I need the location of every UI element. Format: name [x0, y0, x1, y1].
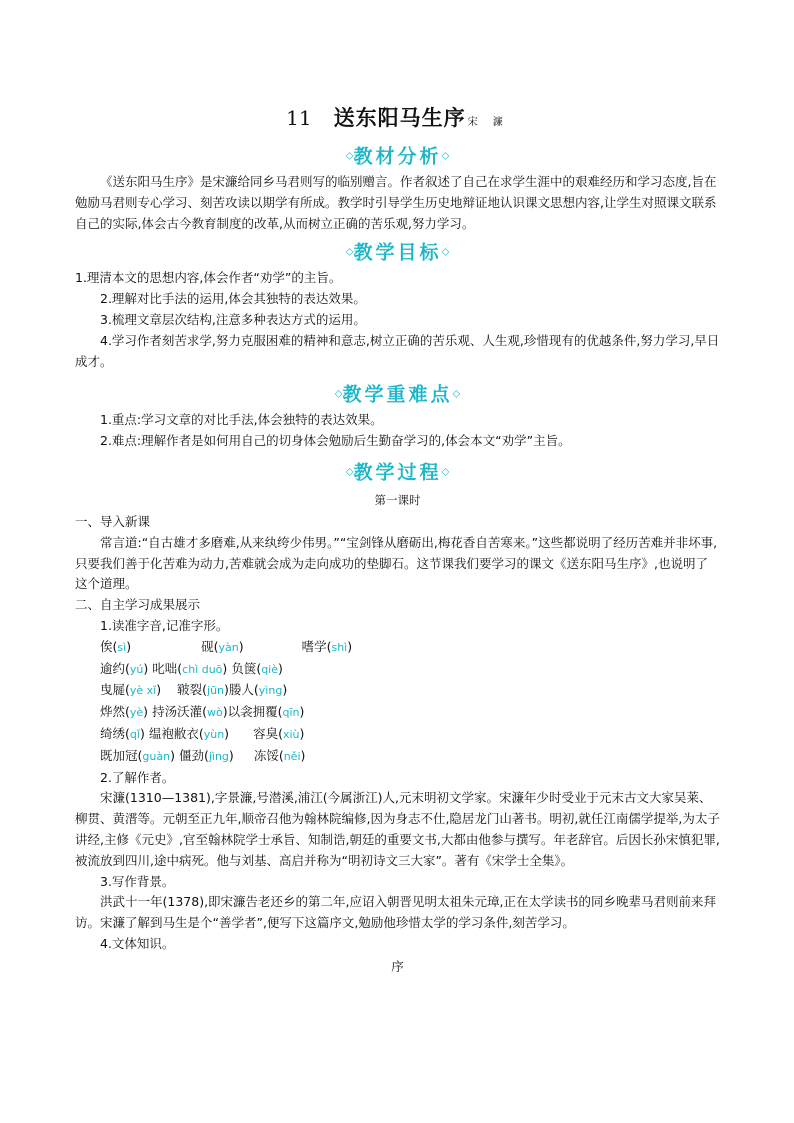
diamond-icon: ◇	[345, 246, 354, 258]
analysis-paragraph: 《送东阳马生序》是宋濂给同乡马君则写的临别赠言。作者叙述了自己在求学生涯中的艰难经历和学习态度,旨在勉励马君则专心学习、刻苦攻读以期学有所成。教学时引导学生历史地辩证地认识课文思想内容,让学生对照课文联系自己的实际,体会古今教育制度的改革,从而树立正确的苦乐观,努力学习。	[75, 174, 717, 231]
lesson-title-text: 送东阳马生序	[333, 105, 466, 130]
pron-row: 俟(sì) 砚(yàn) 嗜学(shì)	[100, 638, 353, 654]
lesson-period: 第一课时	[374, 492, 421, 507]
part1-paragraph: 常言道:“自古雄才多磨难,从来纨绔少伟男。”“宝剑锋从磨砺出,梅花香自苦寒来。”这些都说明了经历苦难并非坏事,只要我们善于化苦难为动力,苦难就会成为走向成功的垫脚石。这节课我们要学习的课文《送东阳马生序》,也说明了这个道理。	[75, 534, 718, 592]
author-paragraph: 宋濂(1310—1381),字景濂,号潜溪,浦江(今属浙江)人,元末明初文学家。宋濂年少时受业于元末古文大家吴莱、柳贯、黄溍等。元朝至正九年,顺帝召他为翰林院编修,因为身志不仕,隐居龙门山著书。明初,就任江南儒学提举,为太子讲经,主修《元史》,官至翰林院学士承旨、知制诰,朝廷的重要文书,大都由他参与撰写。年老辞官。后因长孙宋慎犯罪,被流放到四川,途中病死。他与刘基、高启并称为“明初诗文三大家”。著有《宋学士全集》。	[75, 790, 720, 868]
diamond-icon: ◇	[345, 466, 354, 478]
part2-item4: 4.文体知识。	[100, 935, 175, 951]
part2-item1: 1.读准字音,记准字形。	[100, 617, 229, 633]
section-heading-process: ◇教学过程◇	[345, 461, 450, 484]
section-heading-goals: ◇教学目标◇	[345, 241, 450, 264]
lesson-title	[75, 100, 720, 136]
diamond-icon: ◇	[334, 388, 343, 400]
lesson-number: 11	[286, 106, 312, 130]
goal-item: 1.理清本文的思想内容,体会作者“劝学”的主旨。	[75, 270, 342, 286]
document-page	[75, 100, 720, 978]
background-paragraph: 洪武十一年(1378),即宋濂告老还乡的第二年,应诏入朝晋见明太祖朱元璋,正在太学读书的同乡晚辈马君则前来拜访。宋濂了解到马生是个“善学者”,便写下这篇序文,勉励他珍惜太学的学习条件,刻苦学习。	[75, 894, 716, 931]
key-point-item: 1.重点:学习文章的对比手法,体会独特的表达效果。	[100, 412, 383, 428]
part2-item2: 2.了解作者。	[100, 769, 175, 785]
pron-row: 曳屣(yè xǐ) 皲裂(jūn)媵人(yìng)	[100, 682, 288, 698]
genre-heading: 序	[391, 958, 404, 974]
part1-heading: 一、导入新课	[75, 513, 151, 529]
lesson-author: 宋 濂	[467, 117, 509, 128]
pron-row: 逾约(yú) 叱咄(chì duō) 负箧(qiè)	[100, 660, 283, 676]
pron-row: 既加冠(guàn) 僵劲(jìng) 冻馁(něi)	[100, 747, 306, 763]
key-point-item: 2.难点:理解作者是如何用自己的切身体会勉励后生勤奋学习的,体会本文“劝学”主旨。	[100, 433, 571, 449]
diamond-icon: ◇	[441, 246, 450, 258]
part2-item3: 3.写作背景。	[100, 873, 175, 889]
part2-heading: 二、自主学习成果展示	[75, 597, 201, 613]
diamond-icon: ◇	[452, 388, 461, 400]
section-heading-analysis: ◇教材分析◇	[345, 145, 450, 168]
diamond-icon: ◇	[441, 466, 450, 478]
goal-item: 3.梳理文章层次结构,注意多种表达方式的运用。	[100, 311, 366, 327]
pron-row: 绮绣(qǐ) 缊袍敝衣(yùn) 容臭(xiù)	[100, 725, 305, 741]
goal-item: 4.学习作者刻苦求学,努力克服困难的精神和意志,树立正确的苦乐观、人生观,珍惜现有的优越条件,努力学习,早日成才。	[75, 332, 720, 369]
pron-row: 烨然(yè) 持汤沃灌(wò)以衾拥覆(qīn)	[100, 704, 305, 720]
diamond-icon: ◇	[345, 150, 354, 162]
pronunciation-list	[75, 637, 720, 768]
diamond-icon: ◇	[441, 150, 450, 162]
goal-item: 2.理解对比手法的运用,体会其独特的表达效果。	[100, 291, 366, 307]
section-heading-key-points: ◇教学重难点◇	[334, 383, 461, 406]
